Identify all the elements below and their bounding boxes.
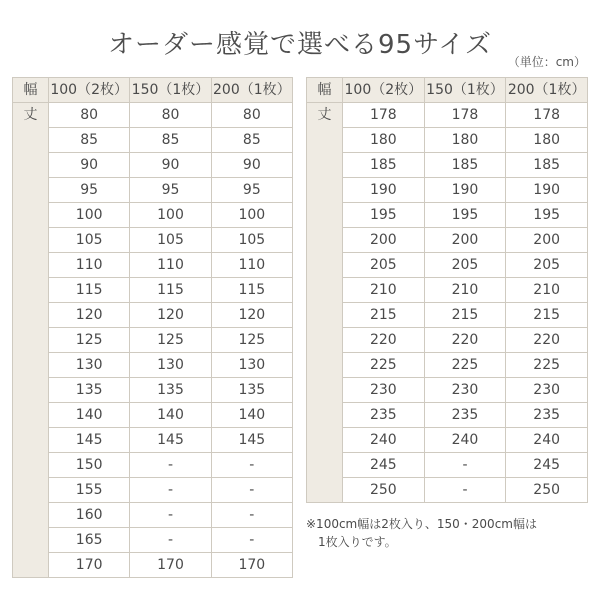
table-cell: 125 — [130, 328, 211, 353]
table-cell: 240 — [424, 428, 506, 453]
length-value-cell: 135 — [49, 378, 130, 403]
table-row — [13, 228, 293, 253]
table-cell: 235 — [506, 403, 588, 428]
table-cell: 190 — [506, 178, 588, 203]
table-cell: - — [211, 528, 292, 553]
column-header: 100（2枚） — [343, 78, 425, 103]
table-cell: 145 — [130, 428, 211, 453]
table-cell: 100 — [130, 203, 211, 228]
table-cell: 145 — [211, 428, 292, 453]
table-cell: - — [424, 453, 506, 478]
length-value-cell: 185 — [343, 153, 425, 178]
table-cell: 170 — [130, 553, 211, 578]
length-value-cell: 90 — [49, 153, 130, 178]
table-row — [307, 453, 588, 478]
table-cell: 170 — [211, 553, 292, 578]
table-row — [307, 403, 588, 428]
table-cell: 190 — [424, 178, 506, 203]
table-cell: 180 — [506, 128, 588, 153]
table-row — [307, 378, 588, 403]
table-row — [13, 278, 293, 303]
table-cell: 90 — [130, 153, 211, 178]
table-row — [307, 153, 588, 178]
column-header: 150（1枚） — [130, 78, 211, 103]
table-cell: 195 — [424, 203, 506, 228]
length-value-cell: 140 — [49, 403, 130, 428]
table-cell: 85 — [211, 128, 292, 153]
length-value-cell: 120 — [49, 303, 130, 328]
table-cell: 125 — [211, 328, 292, 353]
table-cell: 178 — [424, 103, 506, 128]
length-value-cell: 95 — [49, 178, 130, 203]
length-value-cell: 205 — [343, 253, 425, 278]
length-value-cell: 155 — [49, 478, 130, 503]
table-row — [307, 328, 588, 353]
length-value-cell: 110 — [49, 253, 130, 278]
table-row — [307, 103, 588, 128]
size-table-body — [13, 103, 293, 578]
length-value-cell: 170 — [49, 553, 130, 578]
length-value-cell: 85 — [49, 128, 130, 153]
length-value-cell: 180 — [343, 128, 425, 153]
length-value-cell: 245 — [343, 453, 425, 478]
table-cell: - — [211, 478, 292, 503]
table-cell: - — [211, 503, 292, 528]
table-cell: 220 — [506, 328, 588, 353]
table-cell: 90 — [211, 153, 292, 178]
table-row — [307, 203, 588, 228]
table-row — [13, 128, 293, 153]
table-cell: 215 — [506, 303, 588, 328]
table-row — [307, 478, 588, 503]
table-cell: 205 — [506, 253, 588, 278]
table-row — [13, 328, 293, 353]
table-row — [13, 153, 293, 178]
table-cell: 200 — [506, 228, 588, 253]
table-cell: 95 — [130, 178, 211, 203]
length-value-cell: 190 — [343, 178, 425, 203]
table-cell: 85 — [130, 128, 211, 153]
table-row — [13, 528, 293, 553]
table-row — [13, 378, 293, 403]
table-row — [13, 303, 293, 328]
column-header: 200（1枚） — [506, 78, 588, 103]
length-value-cell: 178 — [343, 103, 425, 128]
table-row — [13, 478, 293, 503]
length-header: 丈 — [307, 103, 343, 503]
table-cell: 135 — [130, 378, 211, 403]
length-value-cell: 235 — [343, 403, 425, 428]
table-cell: 110 — [130, 253, 211, 278]
length-value-cell: 220 — [343, 328, 425, 353]
length-value-cell: 100 — [49, 203, 130, 228]
table-cell: 230 — [506, 378, 588, 403]
table-cell: 95 — [211, 178, 292, 203]
length-value-cell: 80 — [49, 103, 130, 128]
table-cell: 178 — [506, 103, 588, 128]
table-cell: 185 — [424, 153, 506, 178]
column-header: 100（2枚） — [49, 78, 130, 103]
size-table-body — [307, 103, 588, 503]
table-cell: 105 — [211, 228, 292, 253]
table-cell: 185 — [506, 153, 588, 178]
table-row — [307, 278, 588, 303]
table-row — [307, 228, 588, 253]
column-header: 150（1枚） — [424, 78, 506, 103]
table-header-row — [13, 78, 293, 103]
length-value-cell: 130 — [49, 353, 130, 378]
table-cell: 235 — [424, 403, 506, 428]
length-value-cell: 215 — [343, 303, 425, 328]
length-value-cell: 160 — [49, 503, 130, 528]
table-row — [13, 353, 293, 378]
table-cell: 205 — [424, 253, 506, 278]
table-row — [13, 428, 293, 453]
table-row — [307, 353, 588, 378]
length-value-cell: 225 — [343, 353, 425, 378]
table-cell: - — [130, 453, 211, 478]
length-value-cell: 150 — [49, 453, 130, 478]
table-row — [13, 453, 293, 478]
table-cell: 130 — [211, 353, 292, 378]
length-value-cell: 200 — [343, 228, 425, 253]
footnote — [306, 515, 537, 551]
table-row — [13, 103, 293, 128]
footnote-line: 1枚入りです。 — [318, 535, 397, 549]
table-row — [13, 253, 293, 278]
table-row — [307, 428, 588, 453]
length-value-cell: 240 — [343, 428, 425, 453]
length-value-cell: 125 — [49, 328, 130, 353]
table-cell: 225 — [506, 353, 588, 378]
table-cell: 100 — [211, 203, 292, 228]
table-cell: 115 — [211, 278, 292, 303]
table-cell: 115 — [130, 278, 211, 303]
length-value-cell: 195 — [343, 203, 425, 228]
length-value-cell: 250 — [343, 478, 425, 503]
table-cell: 180 — [424, 128, 506, 153]
unit-label: （単位：cm） — [507, 55, 586, 69]
table-cell: - — [130, 528, 211, 553]
table-row — [13, 503, 293, 528]
table-cell: 245 — [506, 453, 588, 478]
length-value-cell: 210 — [343, 278, 425, 303]
column-header: 200（1枚） — [211, 78, 292, 103]
length-value-cell: 165 — [49, 528, 130, 553]
table-cell: 80 — [211, 103, 292, 128]
table-row — [307, 303, 588, 328]
table-cell: 220 — [424, 328, 506, 353]
length-value-cell: 145 — [49, 428, 130, 453]
table-cell: 120 — [211, 303, 292, 328]
table-cell: - — [424, 478, 506, 503]
table-cell: 140 — [211, 403, 292, 428]
table-row — [307, 128, 588, 153]
width-header: 幅 — [307, 78, 343, 103]
table-cell: 195 — [506, 203, 588, 228]
page-title: オーダー感覚で選べる95サイズ — [107, 30, 492, 60]
size-table-left — [12, 77, 293, 578]
footnote-line: ※100cm幅は2枚入り、150・200cm幅は — [306, 517, 537, 531]
table-cell: - — [130, 478, 211, 503]
table-row — [13, 403, 293, 428]
table-row — [307, 253, 588, 278]
table-cell: 210 — [424, 278, 506, 303]
table-row — [307, 178, 588, 203]
table-cell: 240 — [506, 428, 588, 453]
length-value-cell: 115 — [49, 278, 130, 303]
table-cell: 105 — [130, 228, 211, 253]
table-cell: 80 — [130, 103, 211, 128]
table-cell: 120 — [130, 303, 211, 328]
table-cell: - — [130, 503, 211, 528]
table-cell: 210 — [506, 278, 588, 303]
table-row — [13, 178, 293, 203]
length-value-cell: 105 — [49, 228, 130, 253]
table-cell: 130 — [130, 353, 211, 378]
table-cell: 135 — [211, 378, 292, 403]
table-cell: 250 — [506, 478, 588, 503]
length-header: 丈 — [13, 103, 49, 578]
width-header: 幅 — [13, 78, 49, 103]
table-cell: - — [211, 453, 292, 478]
size-table-right — [306, 77, 588, 503]
table-row — [13, 553, 293, 578]
table-cell: 110 — [211, 253, 292, 278]
table-cell: 200 — [424, 228, 506, 253]
table-cell: 140 — [130, 403, 211, 428]
table-header-row — [307, 78, 588, 103]
table-row — [13, 203, 293, 228]
table-cell: 230 — [424, 378, 506, 403]
length-value-cell: 230 — [343, 378, 425, 403]
table-cell: 225 — [424, 353, 506, 378]
table-cell: 215 — [424, 303, 506, 328]
